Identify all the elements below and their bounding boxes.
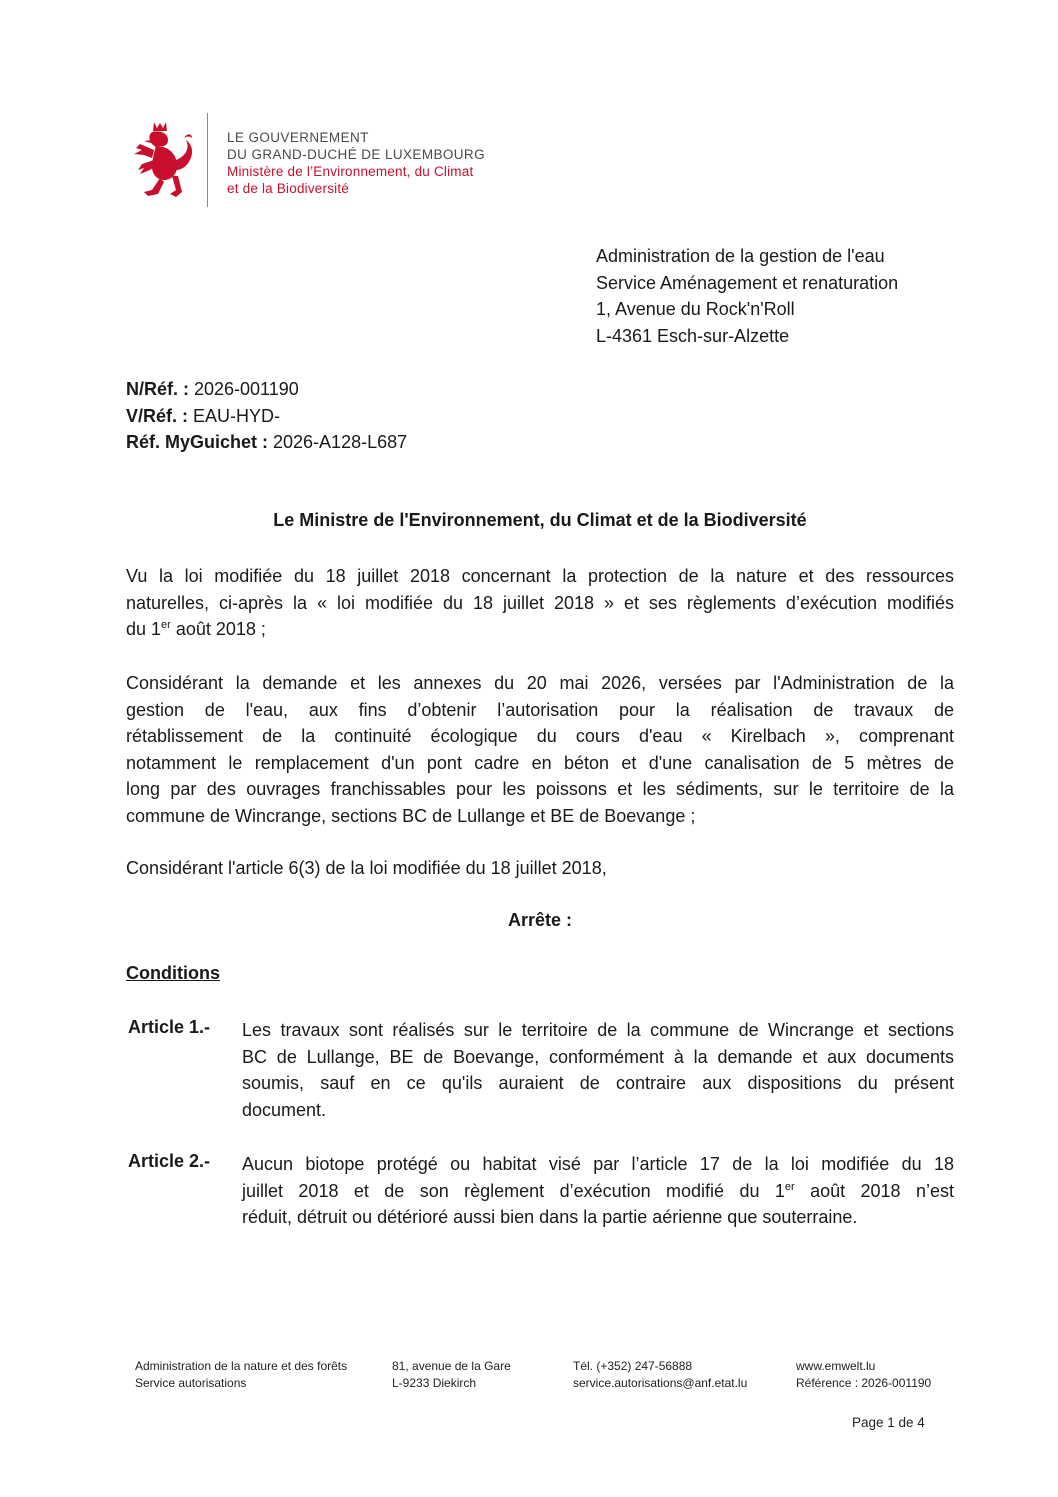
footer-website: www.emwelt.lu [796, 1359, 876, 1373]
myguichet-reference-label: Réf. MyGuichet : [126, 432, 269, 452]
footer-sender-name: Administration de la nature et des forêts [135, 1359, 348, 1373]
your-reference-label: V/Réf. : [126, 405, 189, 426]
article-2-label: Article 2.- [128, 1151, 211, 1171]
p1-line-3-sup: er [161, 619, 171, 631]
p2-line-1: Considérant la demande et les annexes du 20 mai 2026, versées par l'Administration de la [126, 673, 954, 693]
article-1-text [242, 1017, 954, 1123]
document-title: Le Ministre de l'Environnement, du Climat et de la Biodiversité [273, 510, 807, 530]
conditions-heading: Conditions [126, 963, 220, 983]
a2-line-1: Aucun biotope protégé ou habitat visé par l’article 17 de la loi modifiée du 18 [242, 1154, 954, 1174]
p1-line-2: naturelles, ci-après la « loi modifiée du 18 juillet 2018 » et ses règlements d’exécution modifiés [126, 592, 954, 613]
footer-sender-service: Service autorisations [135, 1376, 247, 1390]
footer-reference: Référence : 2026-001190 [796, 1376, 932, 1390]
a1-line-4: document. [242, 1099, 327, 1120]
a2-line-2 [242, 1178, 954, 1205]
recipient-line-1: Administration de la gestion de l'eau [596, 246, 885, 266]
a1-line-1: Les travaux sont réalisés sur le territoire de la commune de Wincrange et sections [242, 1020, 954, 1040]
page-number: Page 1 de 4 [852, 1415, 925, 1430]
p2-line-3: rétablissement de la continuité écologique du cours d'eau « Kirelbach », comprenant [126, 726, 954, 746]
article-2-text [242, 1151, 954, 1231]
recipient-line-4: L-4361 Esch-sur-Alzette [596, 325, 790, 346]
p1-line-1: Vu la loi modifiée du 18 juillet 2018 concernant la protection de la nature et des ressources [126, 566, 954, 586]
footer-city: L-9233 Diekirch [392, 1376, 477, 1390]
p1-line-3-a: du 1 [126, 619, 162, 639]
ministry-line-2: et de la Biodiversité [227, 181, 350, 196]
a2-line-3: réduit, détruit ou détérioré aussi bien dans la partie aérienne que souterraine. [242, 1207, 858, 1227]
paragraph-article-6 [126, 855, 954, 882]
a1-line-3: soumis, sauf en ce qu'ils auraient de contraire aux dispositions du présent [242, 1073, 954, 1093]
our-reference-label: N/Réf. : [126, 379, 189, 399]
gov-line-2: DU GRAND-DUCHÉ DE LUXEMBOURG [227, 147, 485, 162]
footer-col-web [796, 1358, 931, 1392]
p1-line-3-b: août 2018 ; [170, 619, 266, 639]
myguichet-reference [126, 429, 407, 456]
luxembourg-red-lion-icon [130, 120, 194, 198]
our-reference [126, 376, 407, 403]
p2-line-6: commune de Wincrange, sections BC de Lullange et BE de Boevange ; [126, 805, 696, 826]
footer-street: 81, avenue de la Gare [392, 1359, 511, 1373]
recipient-line-3: 1, Avenue du Rock'n'Roll [596, 299, 795, 319]
footer-col-sender [135, 1358, 347, 1392]
p2-line-5: long par des ouvrages franchissables pour les poissons et les sédiments, sur le territoire de la [126, 779, 954, 799]
p2-line-4: notamment le remplacement d'un pont cadre en béton et d'une canalisation de 5 mètres de [126, 752, 954, 773]
recipient-address [596, 243, 898, 349]
your-reference-value: EAU-HYD- [188, 405, 281, 426]
footer-email: service.autorisations@anf.etat.lu [573, 1376, 748, 1390]
arrete-heading: Arrête : [507, 910, 573, 930]
footer-col-contact [573, 1358, 747, 1392]
a2-line-2-a: juillet 2018 et de son règlement d’exécution modifié du 1 [242, 1180, 785, 1201]
p1-line-3 [126, 616, 954, 643]
ministry-line-1: Ministère de l’Environnement, du Climat [227, 164, 474, 179]
government-identity [227, 129, 485, 197]
article-1-label: Article 1.- [128, 1017, 211, 1037]
header-divider [207, 113, 208, 207]
paragraph-request [126, 670, 954, 829]
recipient-line-2: Service Aménagement et renaturation [596, 272, 899, 293]
gov-line-1: LE GOUVERNEMENT [227, 130, 369, 145]
our-reference-value: 2026-001190 [189, 379, 299, 399]
footer-phone: Tél. (+352) 247-56888 [573, 1359, 693, 1373]
paragraph-law-reference [126, 563, 954, 643]
a2-line-2-sup: er [784, 1180, 795, 1193]
a1-line-2: BC de Lullange, BE de Boevange, conformément à la demande et aux documents [242, 1046, 954, 1067]
reference-block [126, 376, 407, 456]
your-reference [126, 403, 407, 430]
a2-line-2-b: août 2018 n’est [794, 1180, 954, 1201]
footer-col-address [392, 1358, 511, 1392]
p3-line-1: Considérant l'article 6(3) de la loi modifiée du 18 juillet 2018, [126, 858, 607, 878]
p2-line-2: gestion de l'eau, aux fins d’obtenir l’autorisation pour la réalisation de travaux de [126, 699, 954, 720]
myguichet-reference-value: 2026-A128-L687 [268, 432, 408, 452]
